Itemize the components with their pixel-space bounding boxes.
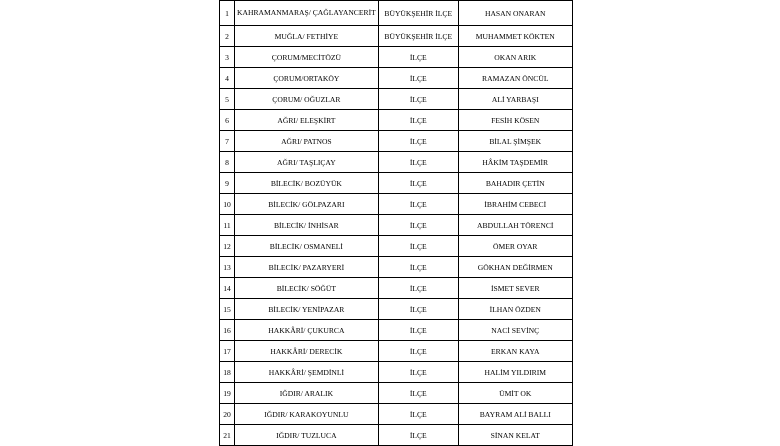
row-type: İLÇE xyxy=(378,425,458,446)
row-number: 5 xyxy=(220,89,235,110)
row-name: BİLAL ŞİMŞEK xyxy=(458,131,572,152)
row-type: İLÇE xyxy=(378,362,458,383)
row-place: IĞDIR/ ARALIK xyxy=(235,383,379,404)
row-place: AĞRI/ TAŞLIÇAY xyxy=(235,152,379,173)
row-place: BİLECİK/ OSMANELİ xyxy=(235,236,379,257)
row-type: İLÇE xyxy=(378,68,458,89)
row-type: İLÇE xyxy=(378,89,458,110)
row-number: 7 xyxy=(220,131,235,152)
row-type: İLÇE xyxy=(378,131,458,152)
row-place: ÇORUM/ORTAKÖY xyxy=(235,68,379,89)
row-name: ALİ YARBAŞI xyxy=(458,89,572,110)
row-name: İSMET SEVER xyxy=(458,278,572,299)
table-row xyxy=(220,173,573,194)
row-number: 12 xyxy=(220,236,235,257)
row-number: 15 xyxy=(220,299,235,320)
row-place: IĞDIR/ TUZLUCA xyxy=(235,425,379,446)
row-place: ÇORUM/ OĞUZLAR xyxy=(235,89,379,110)
row-place: HAKKÂRİ/ ÇUKURCA xyxy=(235,320,379,341)
row-place: HAKKÂRİ/ DERECİK xyxy=(235,341,379,362)
row-number: 16 xyxy=(220,320,235,341)
row-name: NACİ SEVİNÇ xyxy=(458,320,572,341)
row-number: 17 xyxy=(220,341,235,362)
row-name: RAMAZAN ÖNCÜL xyxy=(458,68,572,89)
row-place: BİLECİK/ YENİPAZAR xyxy=(235,299,379,320)
table-row xyxy=(220,404,573,425)
row-name: ÖMER OYAR xyxy=(458,236,572,257)
row-number: 18 xyxy=(220,362,235,383)
table-row xyxy=(220,1,573,26)
row-type: İLÇE xyxy=(378,110,458,131)
row-place: BİLECİK/ PAZARYERİ xyxy=(235,257,379,278)
table-row xyxy=(220,215,573,236)
row-place: IĞDIR/ KARAKOYUNLU xyxy=(235,404,379,425)
row-number: 8 xyxy=(220,152,235,173)
table-row xyxy=(220,110,573,131)
row-place: BİLECİK/ BOZÜYÜK xyxy=(235,173,379,194)
row-type: BÜYÜKŞEHİR İLÇE xyxy=(378,1,458,26)
row-name: ÜMİT OK xyxy=(458,383,572,404)
table-row xyxy=(220,425,573,446)
table-row xyxy=(220,362,573,383)
row-number: 9 xyxy=(220,173,235,194)
row-name: MUHAMMET KÖKTEN xyxy=(458,26,572,47)
row-place: AĞRI/ PATNOS xyxy=(235,131,379,152)
table-row xyxy=(220,152,573,173)
row-type: BÜYÜKŞEHİR İLÇE xyxy=(378,26,458,47)
row-type: İLÇE xyxy=(378,341,458,362)
row-number: 10 xyxy=(220,194,235,215)
row-type: İLÇE xyxy=(378,152,458,173)
candidate-table-body xyxy=(220,1,573,446)
row-name: GÖKHAN DEĞİRMEN xyxy=(458,257,572,278)
row-number: 21 xyxy=(220,425,235,446)
row-type: İLÇE xyxy=(378,404,458,425)
row-type: İLÇE xyxy=(378,194,458,215)
table-row xyxy=(220,26,573,47)
row-number: 11 xyxy=(220,215,235,236)
row-type: İLÇE xyxy=(378,47,458,68)
table-row xyxy=(220,383,573,404)
table-row xyxy=(220,320,573,341)
table-row xyxy=(220,89,573,110)
row-type: İLÇE xyxy=(378,383,458,404)
row-name: İLHAN ÖZDEN xyxy=(458,299,572,320)
row-number: 2 xyxy=(220,26,235,47)
row-type: İLÇE xyxy=(378,278,458,299)
row-number: 1 xyxy=(220,1,235,26)
candidate-table xyxy=(219,0,573,446)
table-row xyxy=(220,257,573,278)
row-place: AĞRI/ ELEŞKİRT xyxy=(235,110,379,131)
row-number: 19 xyxy=(220,383,235,404)
row-number: 4 xyxy=(220,68,235,89)
table-row xyxy=(220,278,573,299)
row-name: OKAN ARIK xyxy=(458,47,572,68)
row-type: İLÇE xyxy=(378,236,458,257)
row-number: 14 xyxy=(220,278,235,299)
row-name: ERKAN KAYA xyxy=(458,341,572,362)
row-name: İBRAHİM CEBECİ xyxy=(458,194,572,215)
row-type: İLÇE xyxy=(378,257,458,278)
row-number: 20 xyxy=(220,404,235,425)
row-name: BAHADIR ÇETİN xyxy=(458,173,572,194)
row-name: ABDULLAH TÖRENCİ xyxy=(458,215,572,236)
row-place: ÇORUM/MECİTÖZÜ xyxy=(235,47,379,68)
table-row xyxy=(220,194,573,215)
row-place: KAHRAMANMARAŞ/ ÇAĞLAYANCERİT xyxy=(235,1,379,26)
row-number: 13 xyxy=(220,257,235,278)
table-row xyxy=(220,47,573,68)
table-row xyxy=(220,299,573,320)
table-row xyxy=(220,68,573,89)
row-place: BİLECİK/ GÖLPAZARI xyxy=(235,194,379,215)
table-row xyxy=(220,341,573,362)
row-name: BAYRAM ALİ BALLI xyxy=(458,404,572,425)
row-type: İLÇE xyxy=(378,173,458,194)
row-name: FESİH KÖSEN xyxy=(458,110,572,131)
row-number: 6 xyxy=(220,110,235,131)
row-place: BİLECİK/ SÖĞÜT xyxy=(235,278,379,299)
row-name: HALİM YILDIRIM xyxy=(458,362,572,383)
row-name: HASAN ONARAN xyxy=(458,1,572,26)
row-number: 3 xyxy=(220,47,235,68)
table-row xyxy=(220,131,573,152)
table-row xyxy=(220,236,573,257)
row-name: SİNAN KELAT xyxy=(458,425,572,446)
row-type: İLÇE xyxy=(378,299,458,320)
row-place: HAKKÂRİ/ ŞEMDİNLİ xyxy=(235,362,379,383)
row-name: HÂKİM TAŞDEMİR xyxy=(458,152,572,173)
row-place: MUĞLA/ FETHİYE xyxy=(235,26,379,47)
row-type: İLÇE xyxy=(378,215,458,236)
row-type: İLÇE xyxy=(378,320,458,341)
row-place: BİLECİK/ İNHİSAR xyxy=(235,215,379,236)
